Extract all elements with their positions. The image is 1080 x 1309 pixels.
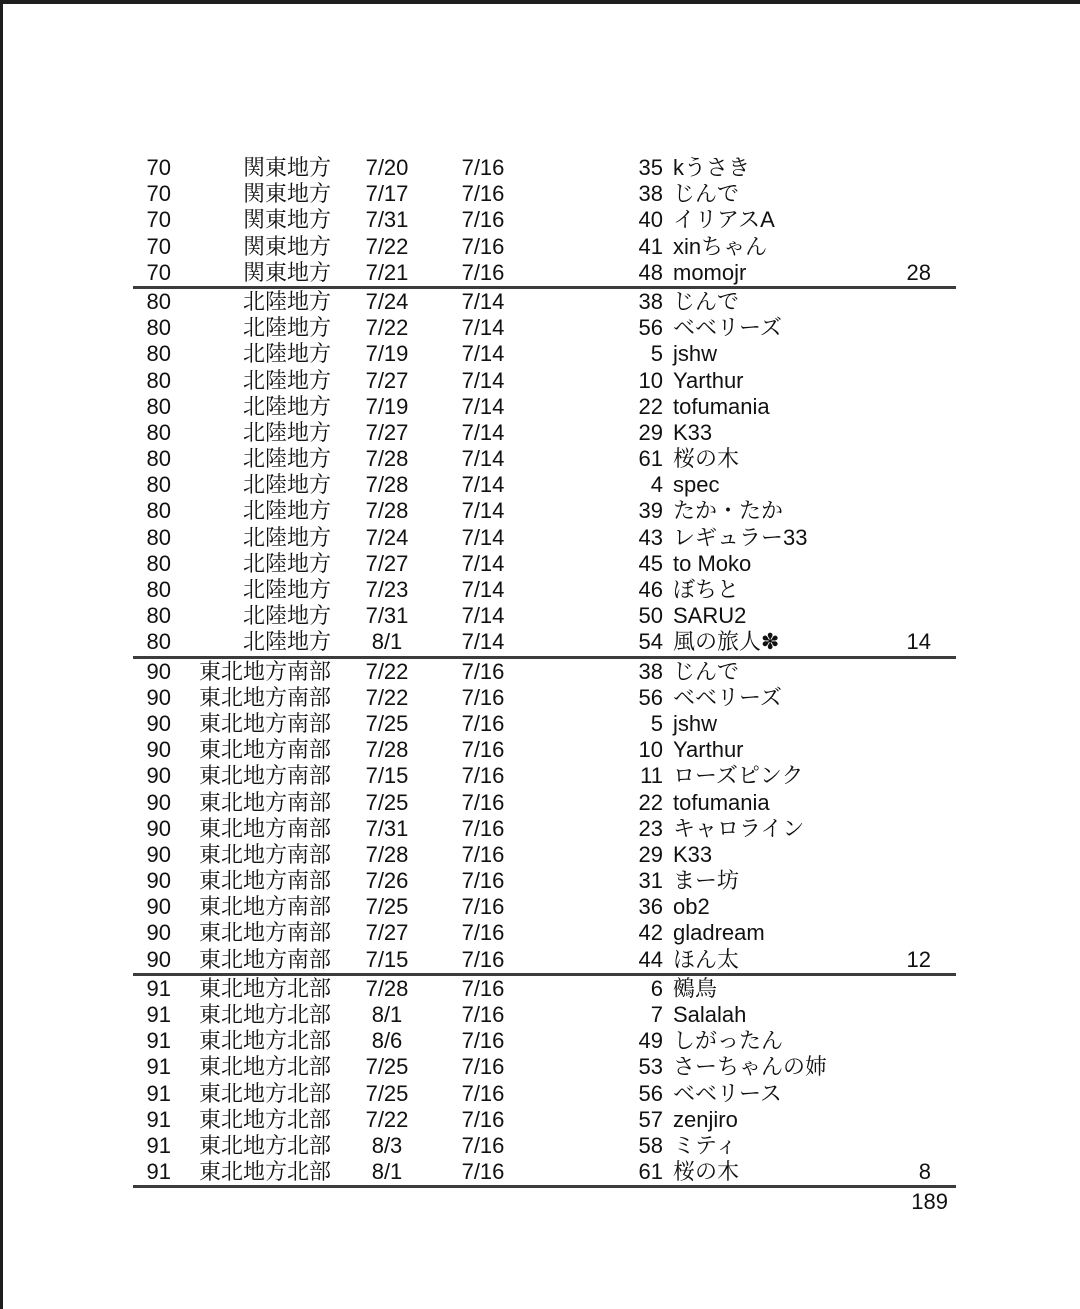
cell-region: 北陸地方 <box>242 341 331 367</box>
cell-group-no: 80 <box>146 419 171 445</box>
table-row <box>3 894 1080 920</box>
table-row <box>3 1028 1080 1054</box>
cell-group-no: 80 <box>146 629 171 655</box>
cell-region: 関東地方 <box>242 181 331 207</box>
cell-entry-name: じんで <box>673 181 740 207</box>
cell-date-1: 8/1 <box>371 1002 403 1027</box>
cell-date-2: 7/16 <box>461 1028 505 1054</box>
cell-entry-name: Yarthur <box>673 737 744 763</box>
cell-group-no: 80 <box>146 367 171 393</box>
table-row <box>3 525 1080 551</box>
cell-entry-name: キャロライン <box>673 815 805 841</box>
cell-subtotal: 8 <box>918 1159 931 1185</box>
cell-entry-name: ベベリーズ <box>673 315 782 341</box>
cell-entry-name: たか・たか <box>673 498 784 524</box>
cell-entry-no: 56 <box>638 315 663 341</box>
cell-region: 北陸地方 <box>242 498 331 524</box>
cell-date-1: 7/25 <box>365 789 409 815</box>
cell-group-no: 80 <box>146 577 171 602</box>
cell-date-2: 7/14 <box>461 629 505 655</box>
cell-entry-name: 桜の木 <box>673 1159 740 1185</box>
cell-date-1: 7/23 <box>365 577 409 602</box>
table-row <box>3 790 1080 816</box>
table-row <box>3 685 1080 711</box>
cell-date-1: 7/15 <box>365 763 409 789</box>
cell-group-no: 90 <box>146 710 171 736</box>
cell-date-2: 7/16 <box>461 1106 505 1132</box>
cell-date-2: 7/14 <box>461 498 505 524</box>
cell-group-no: 90 <box>146 815 171 841</box>
cell-date-1: 7/31 <box>365 207 409 233</box>
cell-entry-name: ベベリース <box>673 1080 782 1106</box>
cell-region: 東北地方北部 <box>198 1132 331 1158</box>
cell-entry-name: レギュラー33 <box>673 524 808 550</box>
cell-group-no: 80 <box>146 393 171 419</box>
cell-entry-no: 38 <box>638 181 663 207</box>
cell-region: 東北地方北部 <box>198 1159 331 1185</box>
cell-date-1: 7/25 <box>365 710 409 736</box>
cell-date-1: 7/28 <box>365 472 409 498</box>
cell-region: 北陸地方 <box>242 393 331 419</box>
cell-date-2: 7/14 <box>461 419 505 445</box>
table-row <box>3 737 1080 763</box>
table-row <box>3 289 1080 315</box>
cell-date-1: 7/31 <box>365 603 409 629</box>
table-row <box>3 816 1080 842</box>
cell-entry-no: 5 <box>650 710 663 736</box>
cell-date-1: 8/1 <box>371 629 403 655</box>
cell-region: 東北地方南部 <box>198 815 331 841</box>
cell-date-1: 7/27 <box>365 367 409 393</box>
cell-group-no: 90 <box>146 737 171 763</box>
cell-date-1: 7/22 <box>365 233 409 259</box>
cell-entry-no: 49 <box>638 1028 663 1054</box>
cell-region: 北陸地方 <box>242 419 331 445</box>
cell-date-2: 7/14 <box>461 603 505 629</box>
cell-entry-no: 41 <box>638 233 663 259</box>
cell-date-1: 7/17 <box>365 181 409 207</box>
cell-date-2: 7/14 <box>461 524 505 550</box>
cell-date-2: 7/14 <box>461 288 505 314</box>
cell-group-no: 91 <box>146 1028 171 1054</box>
cell-entry-no: 56 <box>638 1080 663 1106</box>
cell-date-2: 7/16 <box>461 737 505 763</box>
cell-entry-no: 22 <box>638 789 663 815</box>
table-row <box>3 659 1080 685</box>
cell-group-no: 91 <box>146 1106 171 1132</box>
cell-date-1: 7/28 <box>365 446 409 472</box>
cell-region: 東北地方北部 <box>198 1106 331 1132</box>
cell-date-1: 7/31 <box>365 815 409 841</box>
cell-region: 東北地方北部 <box>198 1080 331 1106</box>
cell-date-1: 7/25 <box>365 1080 409 1106</box>
cell-entry-name: ほん太 <box>673 946 740 972</box>
cell-region: 北陸地方 <box>242 288 331 314</box>
cell-entry-no: 5 <box>650 341 663 367</box>
table-row <box>3 315 1080 341</box>
cell-entry-no: 54 <box>638 629 663 655</box>
cell-entry-no: 38 <box>638 658 663 684</box>
cell-entry-no: 10 <box>638 367 663 393</box>
cell-entry-no: 58 <box>638 1132 663 1158</box>
cell-entry-name: Yarthur <box>673 367 744 393</box>
cell-date-2: 7/16 <box>461 1080 505 1106</box>
cell-entry-no: 46 <box>638 577 663 602</box>
table-row <box>3 1081 1080 1107</box>
table-row <box>3 711 1080 737</box>
cell-entry-name: 桜の木 <box>673 446 740 472</box>
cell-date-2: 7/16 <box>461 789 505 815</box>
table-row <box>3 1107 1080 1133</box>
grand-total-row <box>3 1188 1080 1216</box>
cell-date-2: 7/16 <box>461 920 505 946</box>
cell-region: 北陸地方 <box>242 472 331 498</box>
cell-group-no: 90 <box>146 763 171 789</box>
cell-group-no: 90 <box>146 894 171 920</box>
cell-group-no: 90 <box>146 920 171 946</box>
cell-region: 北陸地方 <box>242 550 331 576</box>
cell-group-no: 70 <box>146 207 171 233</box>
cell-entry-name: tofumania <box>673 393 770 419</box>
cell-entry-name: jshw <box>673 341 718 367</box>
cell-region: 東北地方北部 <box>198 1028 331 1054</box>
table-row <box>3 577 1080 603</box>
cell-date-2: 7/16 <box>461 946 505 972</box>
cell-group-no: 80 <box>146 524 171 550</box>
cell-entry-no: 36 <box>638 894 663 920</box>
table-row <box>3 181 1080 207</box>
table-row <box>3 976 1080 1002</box>
cell-group-no: 70 <box>146 233 171 259</box>
cell-date-1: 7/19 <box>365 393 409 419</box>
cell-group-no: 90 <box>146 946 171 972</box>
table-row <box>3 420 1080 446</box>
cell-group-no: 80 <box>146 498 171 524</box>
cell-date-1: 8/1 <box>371 1159 403 1185</box>
cell-region: 東北地方南部 <box>198 763 331 789</box>
cell-entry-no: 23 <box>638 815 663 841</box>
cell-date-2: 7/16 <box>461 259 505 285</box>
cell-group-no: 70 <box>146 259 171 285</box>
cell-group-no: 90 <box>146 658 171 684</box>
cell-entry-name: gladream <box>673 920 765 946</box>
cell-date-2: 7/14 <box>461 315 505 341</box>
cell-entry-name: spec <box>673 472 720 498</box>
cell-entry-no: 11 <box>640 763 663 789</box>
cell-entry-name: 鵺鳥 <box>673 975 718 1001</box>
cell-entry-name: jshw <box>673 710 718 736</box>
cell-date-2: 7/14 <box>461 367 505 393</box>
cell-group-no: 80 <box>146 550 171 576</box>
table-row <box>3 234 1080 260</box>
cell-region: 東北地方南部 <box>198 737 331 763</box>
table-row <box>3 498 1080 524</box>
cell-region: 東北地方南部 <box>198 658 331 684</box>
cell-date-2: 7/14 <box>461 446 505 472</box>
table-row <box>3 947 1080 973</box>
cell-date-1: 7/28 <box>365 737 409 763</box>
cell-group-no: 90 <box>146 868 171 894</box>
cell-region: 北陸地方 <box>242 629 331 655</box>
cell-entry-name: ミティ <box>673 1132 738 1158</box>
cell-group-no: 91 <box>146 975 171 1001</box>
cell-entry-no: 50 <box>638 603 663 629</box>
cell-date-2: 7/16 <box>461 684 505 710</box>
cell-entry-no: 29 <box>638 419 663 445</box>
cell-entry-no: 40 <box>638 207 663 233</box>
table-row <box>3 920 1080 946</box>
cell-date-1: 7/25 <box>365 1054 409 1080</box>
table-row <box>3 446 1080 472</box>
table-row <box>3 1054 1080 1080</box>
cell-date-1: 8/6 <box>371 1028 403 1054</box>
table-row <box>3 394 1080 420</box>
cell-entry-name: to Moko <box>673 550 752 576</box>
cell-date-2: 7/14 <box>461 472 505 498</box>
cell-group-no: 80 <box>146 603 171 629</box>
cell-entry-no: 10 <box>638 737 663 763</box>
grand-total-value: 189 <box>911 1189 948 1215</box>
cell-region: 東北地方北部 <box>198 975 331 1001</box>
cell-group-no: 91 <box>146 1080 171 1106</box>
cell-date-1: 7/19 <box>365 341 409 367</box>
cell-entry-no: 39 <box>638 498 663 524</box>
cell-entry-name: ob2 <box>673 894 710 920</box>
cell-entry-no: 22 <box>638 393 663 419</box>
cell-date-1: 7/22 <box>365 1106 409 1132</box>
cell-region: 東北地方南部 <box>198 789 331 815</box>
cell-entry-name: さーちゃんの姉 <box>673 1054 828 1080</box>
cell-entry-name: Salalah <box>673 1002 747 1027</box>
cell-date-2: 7/16 <box>461 841 505 867</box>
cell-region: 東北地方南部 <box>198 710 331 736</box>
cell-entry-no: 61 <box>638 1159 663 1185</box>
cell-date-1: 7/15 <box>365 946 409 972</box>
cell-entry-name: tofumania <box>673 789 770 815</box>
cell-entry-name: イリアスA <box>673 207 775 233</box>
cell-entry-no: 31 <box>638 868 663 894</box>
cell-date-1: 7/20 <box>365 155 409 180</box>
cell-subtotal: 14 <box>906 629 931 655</box>
cell-entry-no: 43 <box>638 524 663 550</box>
cell-subtotal: 28 <box>906 259 931 285</box>
entries-table <box>3 155 1080 1216</box>
cell-group-no: 90 <box>146 789 171 815</box>
cell-date-2: 7/14 <box>461 341 505 367</box>
table-row <box>3 868 1080 894</box>
table-row <box>3 472 1080 498</box>
cell-region: 東北地方南部 <box>198 841 331 867</box>
table-row <box>3 1159 1080 1185</box>
cell-region: 北陸地方 <box>242 367 331 393</box>
cell-date-2: 7/16 <box>461 975 505 1001</box>
cell-date-2: 7/16 <box>461 763 505 789</box>
cell-region: 東北地方南部 <box>198 894 331 920</box>
cell-date-1: 7/25 <box>365 894 409 920</box>
cell-region: 東北地方北部 <box>198 1054 331 1080</box>
cell-date-2: 7/16 <box>461 233 505 259</box>
cell-date-2: 7/16 <box>461 894 505 920</box>
table-row <box>3 207 1080 233</box>
cell-region: 関東地方 <box>242 233 331 259</box>
cell-entry-name: じんで <box>673 658 740 684</box>
cell-date-1: 8/3 <box>371 1132 403 1158</box>
cell-region: 北陸地方 <box>242 577 331 602</box>
cell-date-1: 7/27 <box>365 550 409 576</box>
cell-entry-no: 56 <box>638 684 663 710</box>
cell-date-2: 7/16 <box>461 710 505 736</box>
cell-region: 北陸地方 <box>242 603 331 629</box>
cell-group-no: 91 <box>146 1002 171 1027</box>
cell-entry-name: K33 <box>673 841 713 867</box>
cell-date-1: 7/27 <box>365 419 409 445</box>
cell-entry-no: 35 <box>638 155 663 180</box>
cell-entry-name: ぼちと <box>673 577 740 602</box>
cell-entry-name: ローズピンク <box>673 763 804 789</box>
cell-group-no: 80 <box>146 446 171 472</box>
cell-date-2: 7/16 <box>461 815 505 841</box>
cell-region: 北陸地方 <box>242 315 331 341</box>
cell-entry-name: 風の旅人✽ <box>673 629 780 655</box>
cell-date-1: 7/27 <box>365 920 409 946</box>
cell-date-1: 7/22 <box>365 315 409 341</box>
cell-date-2: 7/14 <box>461 577 505 602</box>
cell-date-1: 7/26 <box>365 868 409 894</box>
table-row <box>3 1002 1080 1028</box>
cell-date-1: 7/24 <box>365 288 409 314</box>
cell-region: 北陸地方 <box>242 524 331 550</box>
cell-date-2: 7/16 <box>461 1002 505 1027</box>
cell-region: 東北地方南部 <box>198 868 331 894</box>
cell-group-no: 90 <box>146 684 171 710</box>
cell-date-1: 7/28 <box>365 841 409 867</box>
cell-entry-name: じんで <box>673 288 740 314</box>
cell-entry-no: 45 <box>638 550 663 576</box>
table-row <box>3 551 1080 577</box>
cell-date-2: 7/16 <box>461 658 505 684</box>
cell-region: 東北地方北部 <box>198 1002 331 1027</box>
cell-entry-no: 44 <box>638 946 663 972</box>
table-row <box>3 368 1080 394</box>
cell-entry-name: xinちゃん <box>673 233 768 259</box>
cell-region: 東北地方南部 <box>198 684 331 710</box>
cell-group-no: 80 <box>146 341 171 367</box>
table-row <box>3 763 1080 789</box>
cell-date-2: 7/16 <box>461 1159 505 1185</box>
cell-group-no: 70 <box>146 155 171 180</box>
cell-entry-name: SARU2 <box>673 603 747 629</box>
cell-entry-no: 29 <box>638 841 663 867</box>
table-row <box>3 629 1080 655</box>
cell-entry-no: 38 <box>638 288 663 314</box>
cell-date-1: 7/28 <box>365 975 409 1001</box>
cell-subtotal: 12 <box>906 946 931 972</box>
cell-entry-no: 53 <box>638 1054 663 1080</box>
cell-date-2: 7/16 <box>461 1054 505 1080</box>
cell-entry-name: K33 <box>673 419 713 445</box>
cell-group-no: 80 <box>146 315 171 341</box>
cell-entry-no: 42 <box>638 920 663 946</box>
cell-entry-name: kうさき <box>673 155 751 180</box>
table-row <box>3 603 1080 629</box>
cell-entry-name: しがったん <box>673 1028 784 1054</box>
cell-entry-no: 4 <box>650 472 663 498</box>
table-row <box>3 341 1080 367</box>
cell-entry-name: ベベリーズ <box>673 684 782 710</box>
table-row <box>3 842 1080 868</box>
cell-region: 関東地方 <box>242 259 331 285</box>
cell-entry-name: まー坊 <box>673 868 740 894</box>
cell-group-no: 80 <box>146 288 171 314</box>
cell-date-2: 7/16 <box>461 207 505 233</box>
cell-region: 東北地方南部 <box>198 946 331 972</box>
cell-entry-name: momojr <box>673 259 747 285</box>
cell-date-1: 7/28 <box>365 498 409 524</box>
cell-entry-no: 6 <box>650 975 663 1001</box>
cell-date-2: 7/16 <box>461 868 505 894</box>
cell-group-no: 80 <box>146 472 171 498</box>
cell-date-1: 7/21 <box>365 259 409 285</box>
cell-group-no: 91 <box>146 1132 171 1158</box>
cell-group-no: 70 <box>146 181 171 207</box>
cell-entry-no: 48 <box>638 259 663 285</box>
cell-date-1: 7/22 <box>365 684 409 710</box>
cell-entry-no: 61 <box>638 446 663 472</box>
cell-region: 北陸地方 <box>242 446 331 472</box>
table-row <box>3 1133 1080 1159</box>
cell-date-1: 7/24 <box>365 524 409 550</box>
cell-group-no: 91 <box>146 1054 171 1080</box>
table-row <box>3 155 1080 181</box>
cell-date-2: 7/14 <box>461 550 505 576</box>
cell-date-2: 7/16 <box>461 155 505 180</box>
cell-region: 東北地方南部 <box>198 920 331 946</box>
cell-date-2: 7/14 <box>461 393 505 419</box>
cell-date-2: 7/16 <box>461 181 505 207</box>
cell-region: 関東地方 <box>242 155 331 180</box>
cell-entry-no: 7 <box>650 1002 663 1027</box>
cell-date-2: 7/16 <box>461 1132 505 1158</box>
cell-group-no: 91 <box>146 1159 171 1185</box>
cell-entry-no: 57 <box>638 1106 663 1132</box>
cell-group-no: 90 <box>146 841 171 867</box>
cell-region: 関東地方 <box>242 207 331 233</box>
cell-entry-name: zenjiro <box>673 1106 738 1132</box>
cell-date-1: 7/22 <box>365 658 409 684</box>
table-row <box>3 260 1080 286</box>
